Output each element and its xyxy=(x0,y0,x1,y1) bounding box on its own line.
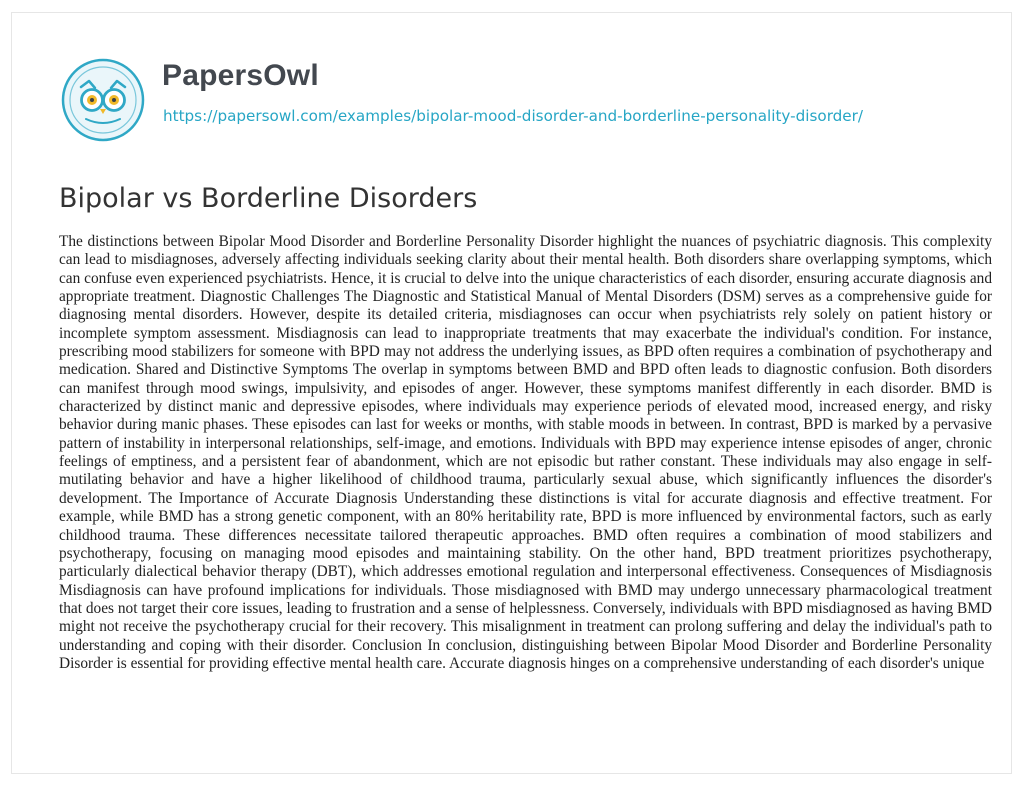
article-title: Bipolar vs Borderline Disorders xyxy=(59,183,478,214)
site-header xyxy=(60,43,1000,123)
document-page xyxy=(11,12,1012,774)
article-body: The distinctions between Bipolar Mood Disorder and Borderline Personality Disorder highlight the nuances of psychiatric diagnosis. This complexity can lead to misdiagnoses, adversely affecting individuals seeking clarity about their mental health. Both disorders share overlapping symptoms, which can confuse even experienced psychiatrists. Hence, it is crucial to delve into the unique characteristics of each disorder, ensuring accurate diagnosis and appropriate treatment. Diagnostic Challenges The Diagnostic and Statistical Manual of Mental Disorders (DSM) serves as a comprehensive guide for diagnosing mental disorders. However, despite its detailed criteria, misdiagnoses can occur when psychiatrists rely solely on patient history or incomplete symptom assessment. Misdiagnosis can lead to inappropriate treatments that may exacerbate the individual's condition. For instance, prescribing mood stabilizers for someone with BPD may not address the underlying issues, as BPD often requires a combination of psychotherapy and medication. Shared and Distinctive Symptoms The overlap in symptoms between BMD and BPD often leads to diagnostic confusion. Both disorders can manifest through mood swings, impulsivity, and episodes of anger. However, these symptoms manifest differently in each disorder. BMD is characterized by distinct manic and depressive episodes, where individuals may experience periods of elevated mood, increased energy, and risky behavior during manic phases. These episodes can last for weeks or months, with stable moods in between. In contrast, BPD is marked by a pervasive pattern of instability in interpersonal relationships, self-image, and emotions. Individuals with BPD may experience intense episodes of anger, chronic feelings of emptiness, and a persistent fear of abandonment, which are not episodic but rather constant. These individuals may also engage in self-mutilating behavior and have a higher likelihood of childhood trauma, particularly sexual abuse, which significantly influences the disorder's development. The Importance of Accurate Diagnosis Understanding these distinctions is vital for accurate diagnosis and effective treatment. For example, while BMD has a strong genetic component, with an 80% heritability rate, BPD is more influenced by environmental factors, such as early childhood trauma. These differences necessitate tailored therapeutic approaches. BMD often requires a combination of mood stabilizers and psychotherapy, focusing on managing mood episodes and maintaining stability. On the other hand, BPD treatment prioritizes psychotherapy, particularly dialectical behavior therapy (DBT), which addresses emotional regulation and interpersonal effectiveness. Consequences of Misdiagnosis Misdiagnosis can have profound implications for individuals. Those misdiagnosed with BMD may undergo unnecessary pharmacological treatment that does not target their core issues, leading to frustration and a sense of helplessness. Conversely, individuals with BPD misdiagnosed as having BMD might not receive the psychotherapy crucial for their recovery. This misalignment in treatment can prolong suffering and delay the individual's path to understanding and coping with their disorder. Conclusion In conclusion, distinguishing between Bipolar Mood Disorder and Borderline Personality Disorder is essential for providing effective mental health care. Accurate diagnosis hinges on a comprehensive understanding of each disorder's unique xyxy=(59,233,992,672)
brand-name: PapersOwl xyxy=(162,59,319,92)
source-url-link[interactable]: https://papersowl.com/examples/bipolar-mood-disorder-and-borderline-personality-disorder/ xyxy=(163,107,864,125)
papersowl-owl-logo-icon xyxy=(60,57,146,143)
